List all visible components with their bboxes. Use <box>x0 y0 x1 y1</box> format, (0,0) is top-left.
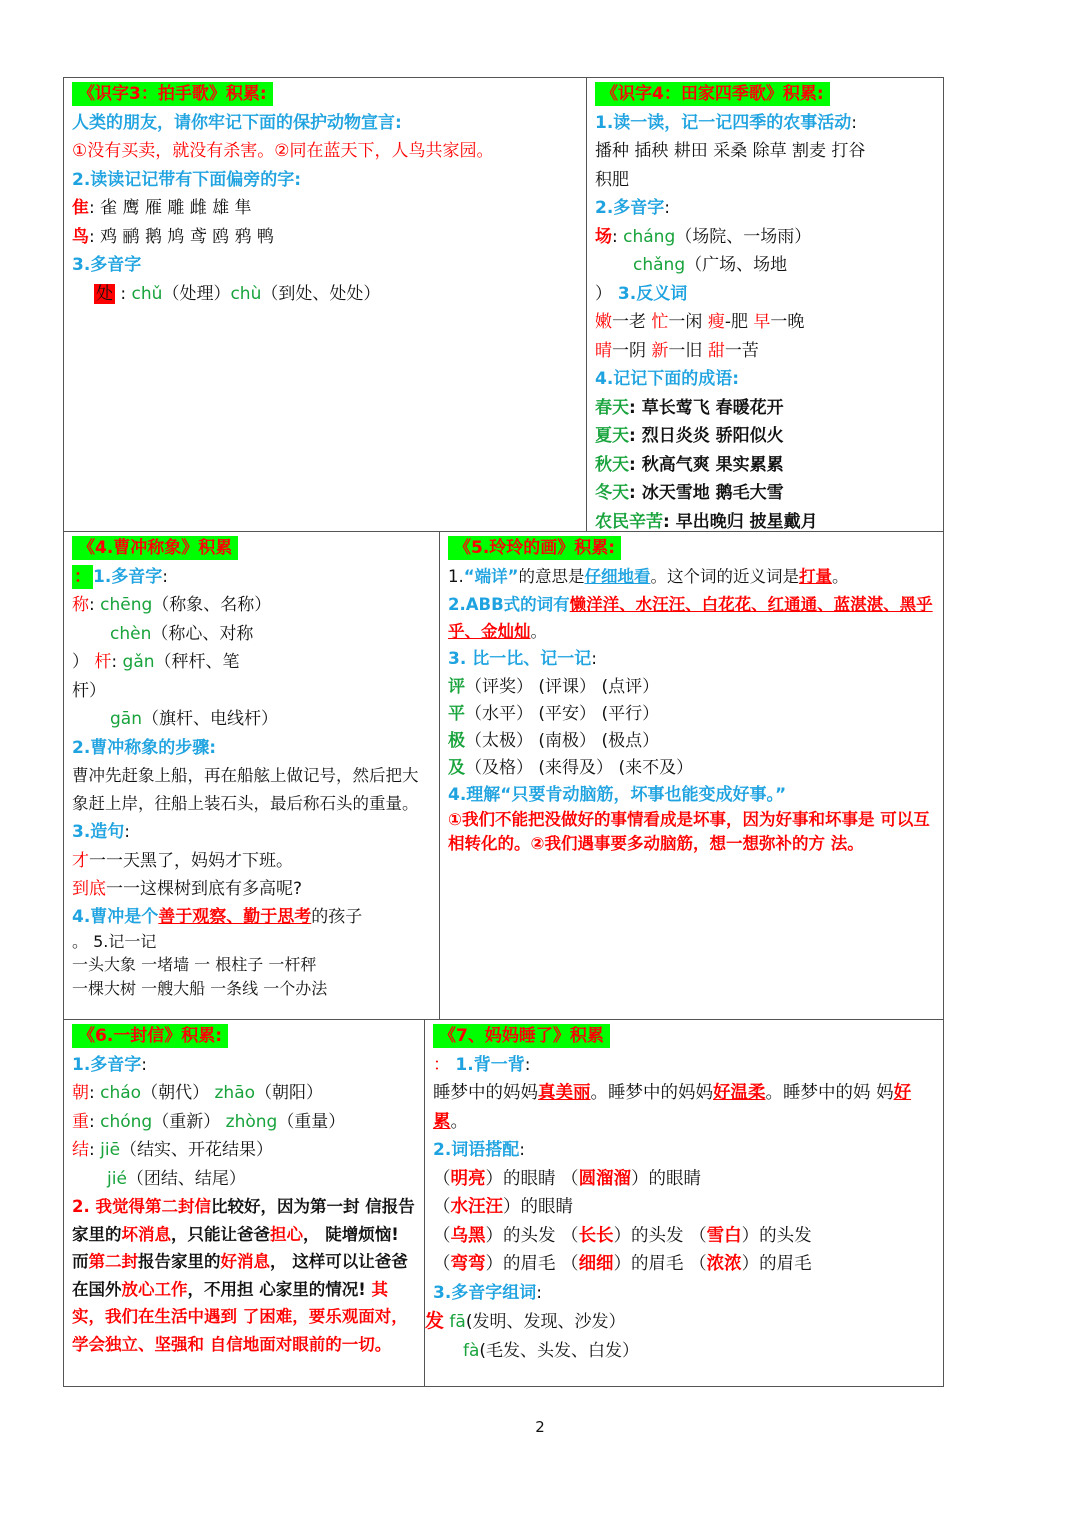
compare-row: 评（评奖） (评课） (点评） <box>448 676 660 697</box>
heading: 人类的朋友，请你牢记下面的保护动物宣言: <box>72 112 402 133</box>
answer-text: ①我们不能把没做好的事情看成是坏事，因为好事和坏事是 可以互相转化的。②我们遇事要多动脑筋，想一想弥补的方 法。 <box>448 809 930 853</box>
compare-row: 及（及格） (来得及） (来不及） <box>448 757 694 778</box>
polyphone-row: fà(毛发、头发、白发） <box>463 1340 640 1361</box>
cell-shizi4 <box>586 78 945 531</box>
page-number: 2 <box>535 1418 545 1436</box>
activities: 积肥 <box>595 169 629 190</box>
heading: 1.多音字: <box>72 1054 148 1075</box>
polyphone-row: 结: jiē（结实、开花结果） <box>72 1140 274 1160</box>
section-title: 《4.曹冲称象》积累 <box>72 536 238 560</box>
section-title: 《识字3：拍手歌》积累: <box>72 82 273 106</box>
polyphone-row: chèn（称心、对称 <box>110 623 254 644</box>
heading: 3.多音字组词: <box>433 1282 543 1303</box>
heading: ： 1.背一背: <box>433 1054 531 1075</box>
cell-shizi3 <box>64 78 586 531</box>
letter-opinion: 2. 我觉得第二封信比较好，因为第一封 信报告家里的坏消息，只能让爸爸担心， 陡增烦恼! 而第二封报告家里的好消息， 这样可以让爸爸在国外放心工作，不用担 心家里的情况! 其实，我们在生活中遇到 了困难，要乐观面对，学会独立、坚强和 自信地面对眼前的一切。 <box>72 1197 415 1354</box>
measure-words: 一头大象 一堵墙 一 根柱子 一杆秤 <box>72 955 317 974</box>
idiom-row: 春天: 草长莺飞 春暖花开 <box>595 397 784 418</box>
polyphone-row: ） 杆: gǎn（秤杆、笔 <box>72 652 240 672</box>
collocation-row: （乌黑）的头发 （长长）的头发 （雪白）的头发 <box>433 1225 812 1246</box>
heading: 。 5.记一记 <box>72 931 157 951</box>
row-1 <box>63 77 944 532</box>
idiom-row: 秋天: 秋高气爽 果实累累 <box>595 454 784 475</box>
polyphone-row: chǎng（广场、场地 <box>633 255 788 275</box>
declaration: ①没有买卖，就没有杀害。②同在蓝天下，人鸟共家园。 <box>72 141 494 161</box>
polyphone-row: gān（旗杆、电线杆） <box>110 709 278 729</box>
idiom-row: 夏天: 烈日炎炎 骄阳似火 <box>595 426 784 446</box>
antonyms: 晴一阴 新一旧 甜一苦 <box>595 340 759 361</box>
recite-text: 睡梦中的妈妈真美丽。睡梦中的妈妈好温柔。睡梦中的妈 妈好累。 <box>433 1083 912 1132</box>
sentence: 才一一天黑了，妈妈才下班。 <box>72 850 293 871</box>
heading: ： 1.多音字: <box>74 566 169 587</box>
measure-words: 一棵大树 一艘大船 一条线 一个办法 <box>72 978 328 998</box>
heading: ） 3.反义词 <box>595 283 688 304</box>
row-2 <box>63 531 944 1020</box>
cell-caochong <box>64 532 439 1019</box>
cell-letter <box>64 1020 424 1386</box>
compare-row: 极（太极） (南极） (极点） <box>448 730 660 751</box>
heading: 2.读读记记带有下面偏旁的字: <box>72 169 302 190</box>
collocation-row: （明亮）的眼睛 （圆溜溜）的眼睛 <box>433 1168 702 1189</box>
section-title: 《6.一封信》积累: <box>72 1024 228 1048</box>
compare-row: 平（水平） (平安） (平行） <box>448 703 660 724</box>
idiom-row: 农民辛苦: 早出晚归 披星戴月 <box>595 511 818 531</box>
cell-lingling <box>439 532 945 1019</box>
heading: 1.读一读，记一记四季的农事活动: <box>595 112 858 133</box>
idiom-row: 冬天: 冰天雪地 鹅毛大雪 <box>595 483 784 503</box>
steps-text: 曹冲先赶象上船，再在船舷上做记号，然后把大象赶上岸，往船上装石头，最后称石头的重量。 <box>72 766 419 813</box>
section-title: 《7、妈妈睡了》积累 <box>433 1024 610 1048</box>
heading: 2.曹冲称象的步骤: <box>72 737 217 758</box>
paragraph: 1.“端详”的意思是仔细地看。这个词的近义词是打量。 <box>448 566 849 586</box>
collocation-row: （弯弯）的眉毛 （细细）的眉毛 （浓浓）的眉毛 <box>433 1254 812 1274</box>
antonyms: 嫩一老 忙一闲 瘦-肥 早一晚 <box>595 312 805 332</box>
section-title: 《5.玲玲的画》积累: <box>448 536 621 560</box>
polyphone-row: 发 fā(发明、发现、沙发） <box>425 1310 626 1332</box>
radical-row: 隹: 雀 鹰 雁 雕 雌 雄 隼 <box>72 198 252 218</box>
heading: 3.造句: <box>72 822 131 842</box>
cell-mama <box>424 1020 945 1386</box>
heading: 4.理解“只要肯动脑筋，坏事也能变成好事。” <box>448 784 787 805</box>
polyphone-row: jié（团结、结尾） <box>107 1168 246 1189</box>
heading: 4.曹冲是个善于观察、勤于思考的孩子 <box>72 906 363 927</box>
polyphone-row: 朝: cháo（朝代） zhāo（朝阳） <box>72 1083 324 1103</box>
heading: 3. 比一比、记一记: <box>448 649 597 669</box>
collocation-row: （水汪汪）的眼睛 <box>433 1197 573 1217</box>
paragraph: 2.ABB式的词有懒洋洋、水汪汪、白花花、红通通、蓝湛湛、黑乎乎、金灿灿。 <box>448 595 933 641</box>
polyphone-row: 称: chēng（称象、名称） <box>72 595 272 615</box>
activities: 播种 插秧 耕田 采桑 除草 割麦 打谷 <box>595 141 866 161</box>
radical-row: 鸟: 鸡 鹂 鹅 鸠 鸢 鸥 鸦 鸭 <box>72 226 274 247</box>
row-3 <box>63 1019 944 1387</box>
polyphone-row: 处 : chǔ（处理）chù（到处、处处） <box>96 283 381 304</box>
polyphone-row: 杆） <box>72 680 106 701</box>
polyphone-row: 场: cháng（场院、一场雨） <box>595 226 812 247</box>
heading: 4.记记下面的成语: <box>595 369 740 389</box>
heading: 2.多音字: <box>595 198 671 218</box>
page <box>63 77 944 1387</box>
section-title: 《识字4：田家四季歌》积累: <box>595 82 830 106</box>
heading: 2.词语搭配: <box>433 1140 526 1160</box>
sentence: 到底一一这棵树到底有多高呢? <box>72 879 303 899</box>
polyphone-row: 重: chóng（重新） zhòng（重量） <box>72 1111 346 1132</box>
heading: 3.多音字 <box>72 255 142 275</box>
